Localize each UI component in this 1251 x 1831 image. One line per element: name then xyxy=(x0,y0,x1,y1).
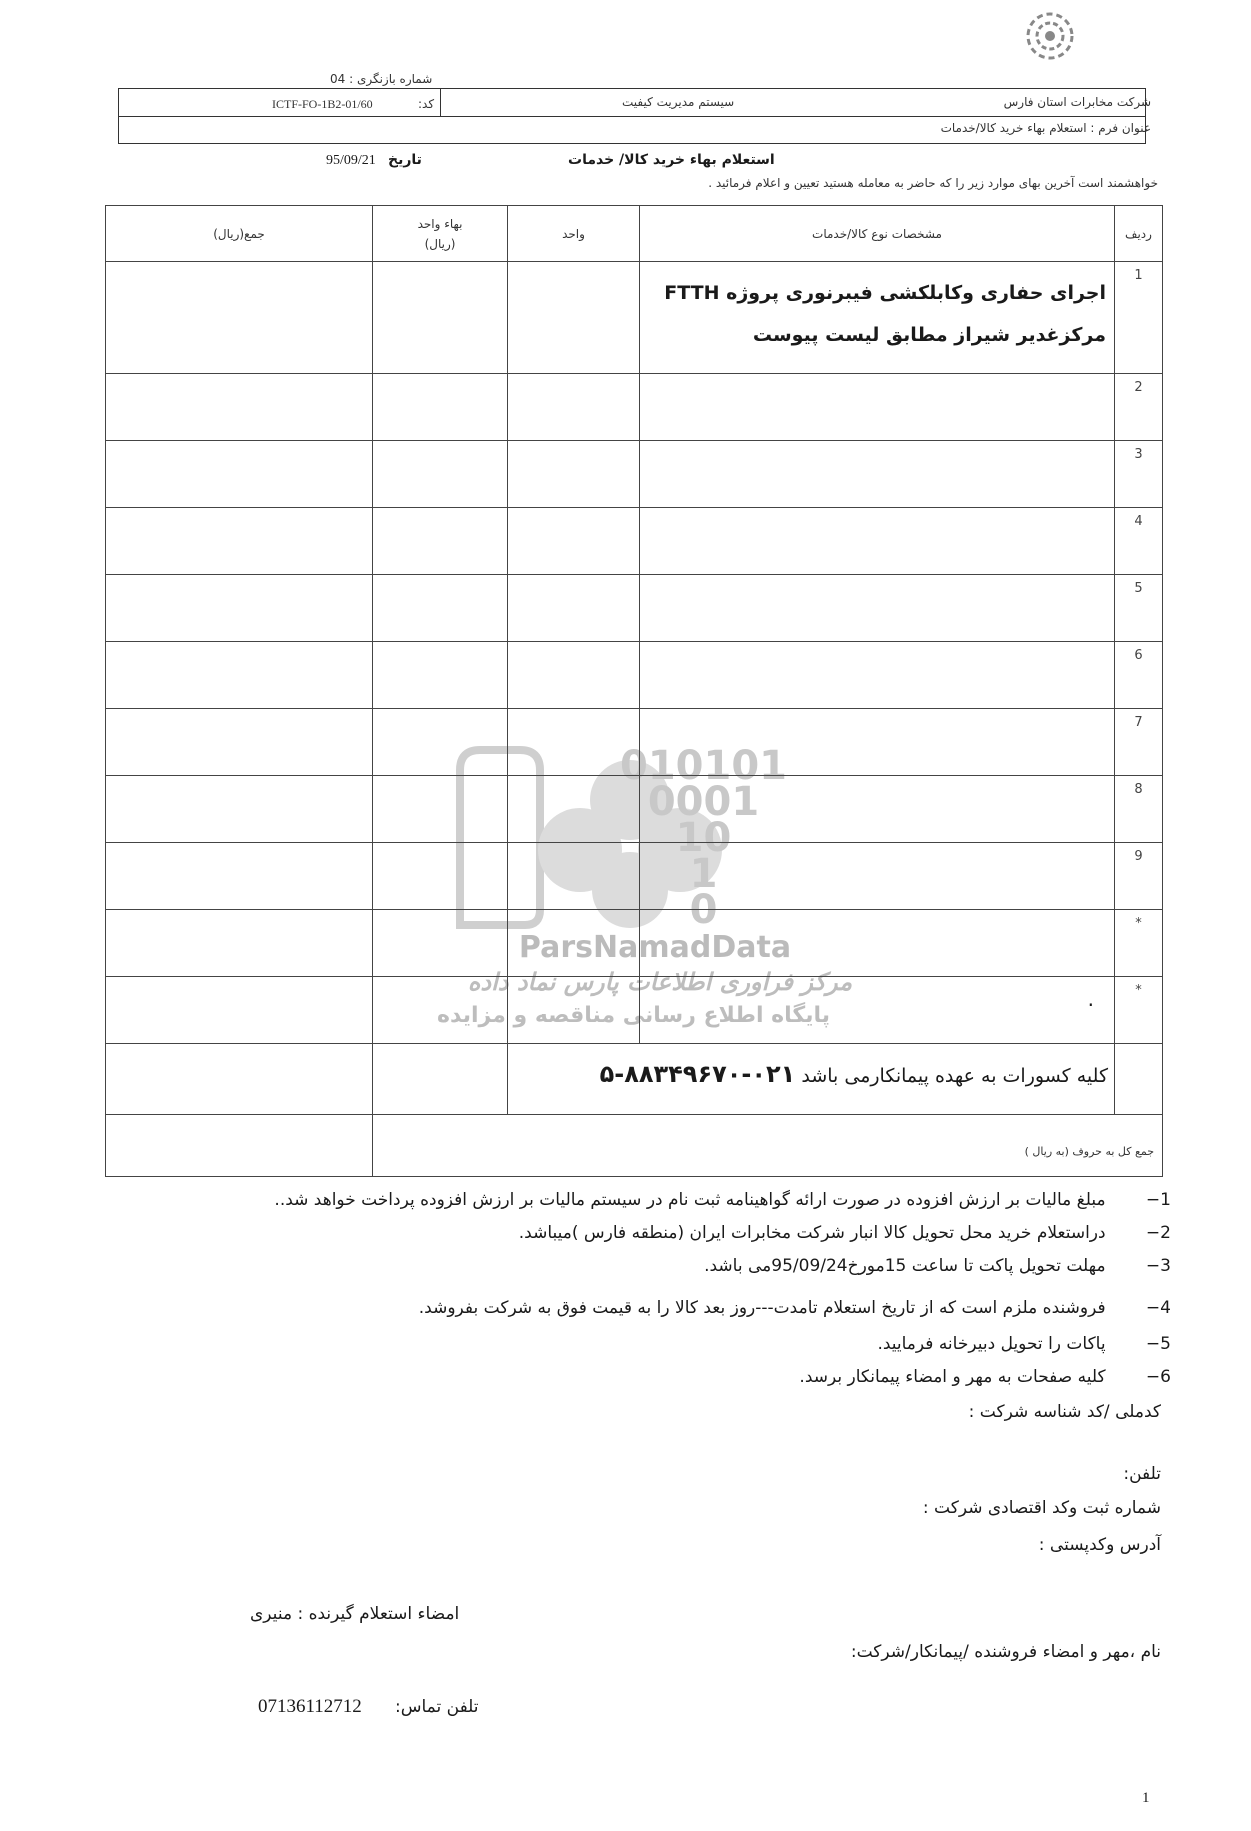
col-header-unit: واحد xyxy=(508,206,640,262)
deductions-phone: ۰۲۱-۸۸۳۴۹۶۷۰-۵ xyxy=(599,1060,796,1088)
address-field: آدرس وکدپستی : xyxy=(1038,1535,1161,1555)
watermark-line2: پایگاه اطلاع رسانی مناقصه و مزایده xyxy=(437,1003,830,1028)
header-divider-vertical xyxy=(440,88,441,116)
table-row: 9 xyxy=(106,843,1163,910)
note-5: 5− پاکات را تحویل دبیرخانه فرمایید. xyxy=(877,1334,1171,1354)
row-number: 1 xyxy=(1115,262,1163,374)
table-row: 5 xyxy=(106,575,1163,642)
revision-number: شماره بازنگری : 04 xyxy=(330,72,433,86)
dot-mark: . xyxy=(640,977,1115,1044)
form-title: عنوان فرم : استعلام بهاء خرید کالا/خدمات xyxy=(940,121,1151,135)
code-label: کد: xyxy=(418,97,435,111)
request-line: خواهشمند است آخرین بهای موارد زیر را که حاضر به معامله هستید تعیین و اعلام فرمائید . xyxy=(708,176,1158,190)
table-row xyxy=(106,262,1163,374)
table-row: * xyxy=(106,910,1163,977)
watermark-brand: ParsNamadData xyxy=(518,930,792,965)
table-row: 7 xyxy=(106,709,1163,776)
note-2: 2− دراستعلام خرید محل تحویل کالا انبار شرکت مخابرات ایران (منطقه فارس )میباشد. xyxy=(518,1223,1171,1243)
table-row: 2 xyxy=(106,374,1163,441)
col-header-unit-price: بهاء واحد (ریال) xyxy=(373,206,508,262)
note-3: 3− مهلت تحویل پاکت تا ساعت 15مورخ95/09/24می باشد. xyxy=(704,1256,1171,1276)
quality-system: سیستم مدیریت کیفیت xyxy=(622,95,735,109)
items-table xyxy=(105,205,1163,1177)
contact-phone-label: تلفن تماس: xyxy=(395,1697,479,1717)
total-in-words: جمع کل به حروف (به ریال ) xyxy=(373,1115,1163,1177)
date-label: تاریخ xyxy=(388,152,422,168)
header-divider xyxy=(118,116,1146,117)
inquiry-signer: امضاء استعلام گیرنده : منیری xyxy=(250,1604,460,1624)
page-number: 1 xyxy=(1142,1790,1150,1806)
item-description-text: اجرای حفاری وکابلکشی فیبرنوری پروژه FTTH مرکزغدیر شیراز مطابق لیست پیوست xyxy=(664,282,1106,346)
contact-phone-value: 07136112712 xyxy=(258,1696,362,1717)
table-row: 8 xyxy=(106,776,1163,843)
company-logo xyxy=(1020,6,1080,66)
col-header-total: جمع(ریال) xyxy=(106,206,373,262)
deductions-note: کلیه کسورات به عهده پیمانکارمی باشد ۰۲۱-۸۸۳۴۹۶۷۰-۵ xyxy=(508,1044,1115,1115)
watermark-line1: مرکز فراوری اطلاعات پارس نماد داده xyxy=(467,968,853,996)
note-4: 4− فروشنده ملزم است که از تاریخ استعلام تامدت---روز بعد کالا را به قیمت فوق به شرکت بفروشد. xyxy=(418,1298,1171,1318)
table-row: * . xyxy=(106,977,1163,1044)
date-value: 95/09/21 xyxy=(326,153,376,168)
watermark-digits: 010101 0001 10 1 0 xyxy=(620,743,787,933)
table-header-row xyxy=(106,206,1163,262)
item-description xyxy=(640,262,1115,374)
note-1: 1− مبلغ مالیات بر ارزش افزوده در صورت ارائه گواهینامه ثبت نام در سیستم مالیات بر ارزش افزوده پرداخت خواهد شد.. xyxy=(274,1190,1171,1210)
table-row: 4 xyxy=(106,508,1163,575)
national-id-field: کدملی /کد شناسه شرکت : xyxy=(968,1402,1161,1422)
form-code: ICTF-FO-1B2-01/60 xyxy=(272,97,373,111)
doc-title: استعلام بهاء خرید کالا/ خدمات xyxy=(568,152,775,168)
table-row: 3 xyxy=(106,441,1163,508)
company-name: شرکت مخابرات استان فارس xyxy=(1003,95,1151,109)
table-footer-note-row xyxy=(106,1044,1163,1115)
seal-signature-field: نام ،مهر و امضاء فروشنده /پیمانکار/شرکت: xyxy=(850,1642,1161,1662)
table-row: 6 xyxy=(106,642,1163,709)
note-6: 6− کلیه صفحات به مهر و امضاء پیمانکار برسد. xyxy=(799,1367,1171,1387)
total-row xyxy=(106,1115,1163,1177)
col-header-row-number: ردیف xyxy=(1115,206,1163,262)
col-header-description: مشخصات نوع کالا/خدمات xyxy=(640,206,1115,262)
phone-field: تلفن: xyxy=(1123,1464,1161,1484)
registration-economic-field: شماره ثبت وکد اقتصادی شرکت : xyxy=(922,1498,1161,1518)
